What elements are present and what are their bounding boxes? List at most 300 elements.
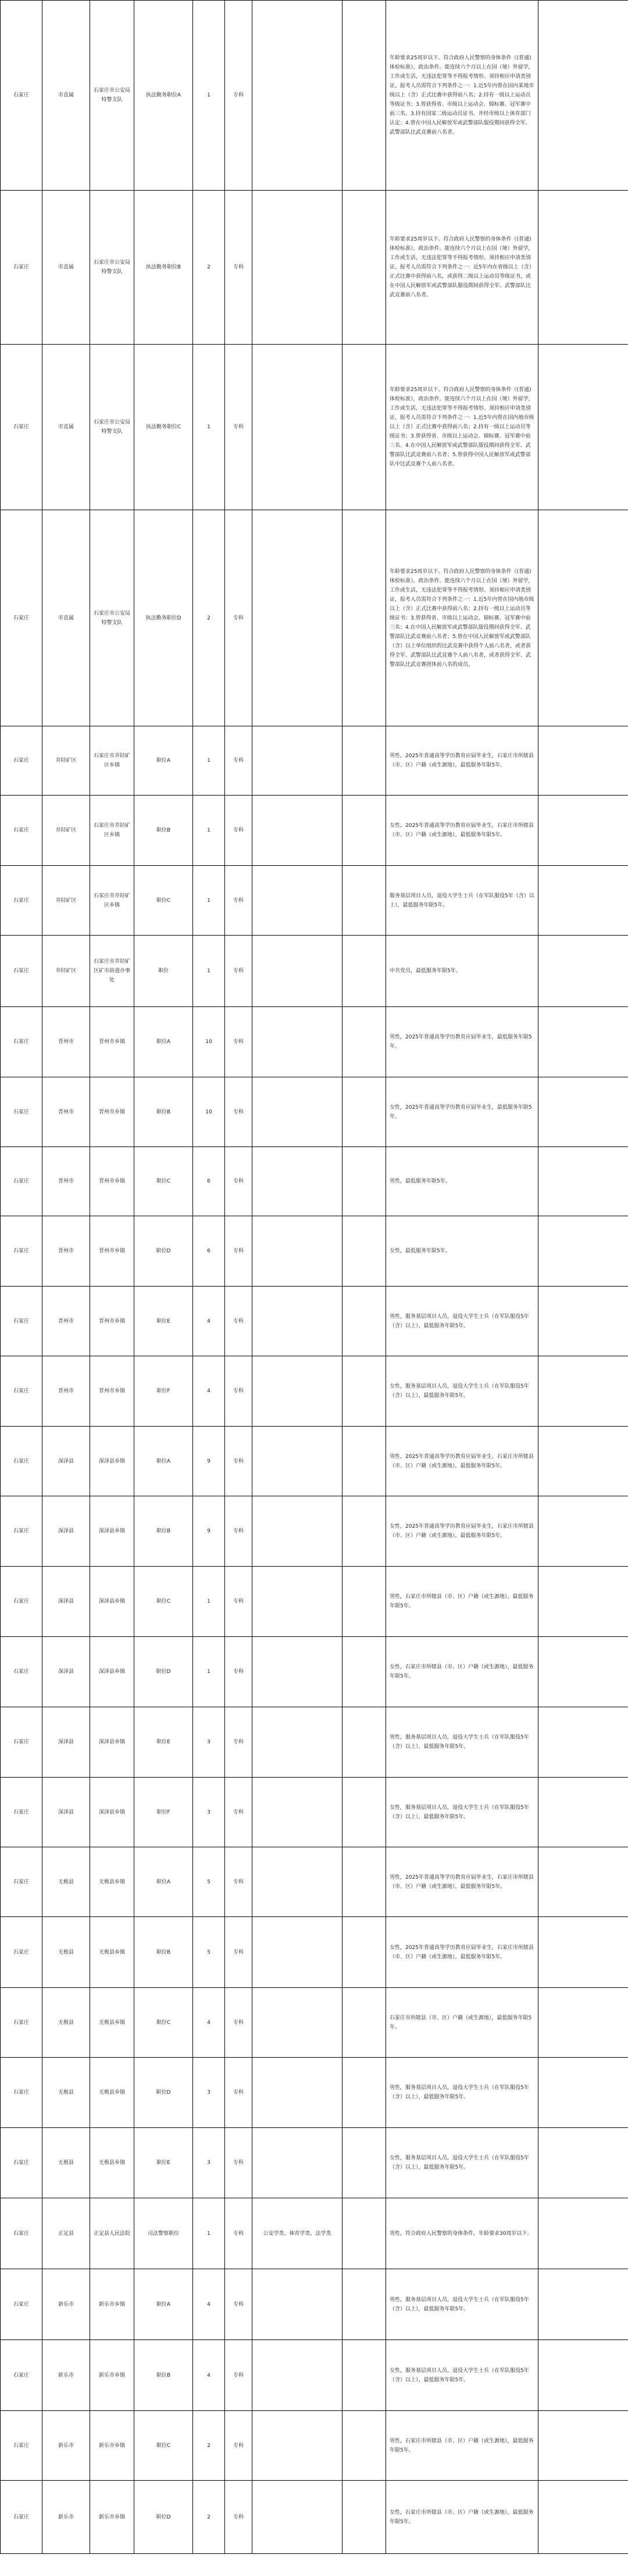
- table-row: [1, 2481, 628, 2554]
- cell-city: 石家庄: [1, 1007, 42, 1077]
- cell-city: 石家庄: [1, 1, 42, 191]
- cell-note: [342, 2481, 386, 2554]
- cell-position: 职位A: [134, 1847, 193, 1917]
- cell-req: 男性，石家庄市所辖县（市、区）户籍（或生源地），最低服务年限5年。: [386, 2411, 538, 2481]
- cell-edu: 专科: [225, 1567, 252, 1637]
- cell-req: 女性，2025年普通高等学历教育应届毕业生，最低服务年限5年。: [386, 1077, 538, 1147]
- cell-count: 1: [193, 1, 225, 191]
- cell-major: [252, 1707, 342, 1778]
- cell-position: 职位D: [134, 2058, 193, 2128]
- cell-district: 新乐市: [42, 2340, 90, 2411]
- table-row: [1, 1427, 628, 1496]
- cell-count: 1: [193, 1567, 225, 1637]
- cell-edu: 专科: [225, 1917, 252, 1988]
- cell-extra: [538, 2481, 628, 2554]
- cell-extra: [538, 2128, 628, 2198]
- cell-major: [252, 2340, 342, 2411]
- cell-city: 石家庄: [1, 1427, 42, 1496]
- cell-district: 新乐市: [42, 2269, 90, 2340]
- cell-major: [252, 1216, 342, 1287]
- cell-extra: [538, 2058, 628, 2128]
- table-row: [1, 1707, 628, 1778]
- cell-unit: 石家庄市公安局特警支队: [90, 345, 134, 510]
- cell-city: 石家庄: [1, 1567, 42, 1637]
- cell-req: 男性，服务基层项目人员，退役大学生士兵（在军队服役5年（含）以上），最低服务年限5年。: [386, 1287, 538, 1356]
- cell-note: [342, 1637, 386, 1707]
- cell-major: [252, 1778, 342, 1847]
- cell-position: 执法勤务职位D: [134, 510, 193, 726]
- cell-count: 10: [193, 1077, 225, 1147]
- table-row: [1, 2269, 628, 2340]
- cell-note: [342, 726, 386, 796]
- cell-edu: 专科: [225, 1287, 252, 1356]
- cell-major: [252, 2481, 342, 2554]
- cell-city: 石家庄: [1, 2481, 42, 2554]
- cell-note: [342, 796, 386, 866]
- cell-unit: 深泽县乡镇: [90, 1778, 134, 1847]
- cell-count: 3: [193, 2058, 225, 2128]
- cell-edu: 专科: [225, 1707, 252, 1778]
- cell-extra: [538, 1496, 628, 1567]
- cell-req: 男性，服务基层项目人员，退役大学生士兵（在军队服役5年（含）以上），最低服务年限5年。: [386, 2058, 538, 2128]
- cell-req: 服务基层项目人员，退役大学生士兵（在军队服役5年（含）以上），最低服务年限5年。: [386, 866, 538, 936]
- cell-unit: 无极县乡镇: [90, 1917, 134, 1988]
- cell-extra: [538, 2269, 628, 2340]
- cell-extra: [538, 510, 628, 726]
- cell-unit: 晋州市乡镇: [90, 1007, 134, 1077]
- cell-major: [252, 1496, 342, 1567]
- cell-unit: 深泽县乡镇: [90, 1427, 134, 1496]
- cell-note: [342, 2340, 386, 2411]
- cell-major: [252, 1637, 342, 1707]
- cell-district: 深泽县: [42, 1778, 90, 1847]
- cell-position: 职位D: [134, 2481, 193, 2554]
- cell-count: 2: [193, 2481, 225, 2554]
- cell-edu: 专科: [225, 1988, 252, 2058]
- cell-req: 男性，石家庄市所辖县（市、区）户籍（或生源地），最低服务年限5年。: [386, 1567, 538, 1637]
- cell-position: 执法勤务职位A: [134, 1, 193, 191]
- cell-unit: 无极县乡镇: [90, 2128, 134, 2198]
- cell-city: 石家庄: [1, 510, 42, 726]
- cell-extra: [538, 1988, 628, 2058]
- cell-major: 公安学类、体育学类、法学类: [252, 2198, 342, 2269]
- cell-extra: [538, 1356, 628, 1427]
- cell-edu: 专科: [225, 936, 252, 1007]
- cell-extra: [538, 345, 628, 510]
- cell-position: 职位A: [134, 2269, 193, 2340]
- cell-major: [252, 1287, 342, 1356]
- cell-major: [252, 1567, 342, 1637]
- table-row: [1, 510, 628, 726]
- cell-major: [252, 1147, 342, 1216]
- cell-edu: 专科: [225, 796, 252, 866]
- cell-unit: 深泽县乡镇: [90, 1567, 134, 1637]
- cell-city: 石家庄: [1, 1356, 42, 1427]
- cell-count: 1: [193, 866, 225, 936]
- cell-note: [342, 1496, 386, 1567]
- cell-note: [342, 191, 386, 345]
- cell-city: 石家庄: [1, 1988, 42, 2058]
- cell-unit: 正定县人民法院: [90, 2198, 134, 2269]
- cell-position: 执法勤务职位B: [134, 191, 193, 345]
- cell-edu: 专科: [225, 191, 252, 345]
- table-row: [1, 1077, 628, 1147]
- cell-extra: [538, 1567, 628, 1637]
- cell-unit: 晋州市乡镇: [90, 1287, 134, 1356]
- cell-district: 市直属: [42, 1, 90, 191]
- cell-count: 3: [193, 2128, 225, 2198]
- cell-district: 晋州市: [42, 1216, 90, 1287]
- cell-district: 正定县: [42, 2198, 90, 2269]
- cell-unit: 新乐市乡镇: [90, 2340, 134, 2411]
- cell-major: [252, 1847, 342, 1917]
- cell-edu: 专科: [225, 1637, 252, 1707]
- cell-note: [342, 1007, 386, 1077]
- cell-extra: [538, 1778, 628, 1847]
- cell-city: 石家庄: [1, 1917, 42, 1988]
- cell-req: 女性，服务基层项目人员，退役大学生士兵（在军队服役5年（含）以上），最低服务年限5年。: [386, 1778, 538, 1847]
- table-row: [1, 2128, 628, 2198]
- cell-extra: [538, 1, 628, 191]
- cell-city: 石家庄: [1, 1778, 42, 1847]
- cell-count: 6: [193, 1147, 225, 1216]
- table-row: [1, 2198, 628, 2269]
- cell-note: [342, 2269, 386, 2340]
- cell-district: 无极县: [42, 2128, 90, 2198]
- table-row: [1, 796, 628, 866]
- cell-city: 石家庄: [1, 866, 42, 936]
- cell-major: [252, 2128, 342, 2198]
- cell-position: 职位: [134, 936, 193, 1007]
- cell-req: 女性，石家庄市所辖县（市、区）户籍（或生源地），最低服务年限5年。: [386, 1637, 538, 1707]
- cell-req: 女性，最低服务年限5年。: [386, 1216, 538, 1287]
- cell-req: 男性，2025年普通高等学历教育应届毕业生，石家庄市所辖县（市、区）户籍（或生源地），最低服务年限5年。: [386, 726, 538, 796]
- cell-extra: [538, 191, 628, 345]
- cell-district: 深泽县: [42, 1427, 90, 1496]
- cell-note: [342, 866, 386, 936]
- cell-major: [252, 726, 342, 796]
- table-row: [1, 2411, 628, 2481]
- cell-req: 男性，最低服务年限5年。: [386, 1147, 538, 1216]
- cell-edu: 专科: [225, 1778, 252, 1847]
- cell-major: [252, 191, 342, 345]
- cell-position: 职位E: [134, 1707, 193, 1778]
- cell-extra: [538, 1287, 628, 1356]
- cell-count: 4: [193, 1287, 225, 1356]
- cell-note: [342, 936, 386, 1007]
- cell-unit: 新乐市乡镇: [90, 2411, 134, 2481]
- cell-note: [342, 2058, 386, 2128]
- cell-note: [342, 510, 386, 726]
- cell-position: 职位D: [134, 1216, 193, 1287]
- cell-major: [252, 2269, 342, 2340]
- table-row: [1, 2058, 628, 2128]
- cell-extra: [538, 1147, 628, 1216]
- cell-req: 年龄要求25周岁以下。符合政府人民警察的身体条件《(普通)体检标准》，政治条件。能连续六个月以上在国（境）外留学，工作或生活，无违法犯罪等不得报考情形。须持相应申请类别证，报考人员需符合下列条件之一：1.近5年内曾在国内某地市级以上（含）正式比赛中获得前八名；2.持有一级以上运动员等级证书；3.曾获得省、市级以上运动会、锦标赛、冠军赛中前三名。3.持有国家二级运动员证书，并经市级以上体育部门认定；4.曾在中国人民解放军或武警部队服役期间获得全军、武警部队比武竞赛前八名者。: [386, 1, 538, 191]
- cell-city: 石家庄: [1, 1496, 42, 1567]
- cell-unit: 新乐市乡镇: [90, 2481, 134, 2554]
- cell-district: 晋州市: [42, 1007, 90, 1077]
- cell-unit: 石家庄市公安局特警支队: [90, 191, 134, 345]
- cell-edu: 专科: [225, 2269, 252, 2340]
- cell-city: 石家庄: [1, 1287, 42, 1356]
- cell-count: 1: [193, 1637, 225, 1707]
- cell-note: [342, 1847, 386, 1917]
- cell-district: 晋州市: [42, 1077, 90, 1147]
- cell-position: 职位E: [134, 2128, 193, 2198]
- cell-major: [252, 1917, 342, 1988]
- cell-district: 晋州市: [42, 1287, 90, 1356]
- cell-extra: [538, 1077, 628, 1147]
- cell-city: 石家庄: [1, 726, 42, 796]
- cell-district: 井陉矿区: [42, 796, 90, 866]
- cell-edu: 专科: [225, 1496, 252, 1567]
- cell-edu: 专科: [225, 1216, 252, 1287]
- cell-edu: 专科: [225, 2411, 252, 2481]
- cell-note: [342, 2128, 386, 2198]
- cell-note: [342, 1988, 386, 2058]
- cell-unit: 石家庄市井陉矿区矿市街道办事处: [90, 936, 134, 1007]
- cell-unit: 深泽县乡镇: [90, 1707, 134, 1778]
- cell-district: 深泽县: [42, 1637, 90, 1707]
- table-row: [1, 1007, 628, 1077]
- cell-unit: 晋州市乡镇: [90, 1216, 134, 1287]
- cell-edu: 专科: [225, 2340, 252, 2411]
- cell-req: 女性，2025年普通高等学历教育应届毕业生，石家庄市所辖县（市、区）户籍（或生源地），最低服务年限5年。: [386, 796, 538, 866]
- cell-major: [252, 1427, 342, 1496]
- cell-city: 石家庄: [1, 796, 42, 866]
- cell-major: [252, 1077, 342, 1147]
- cell-major: [252, 1, 342, 191]
- cell-extra: [538, 1917, 628, 1988]
- cell-edu: 专科: [225, 1007, 252, 1077]
- cell-edu: 专科: [225, 1147, 252, 1216]
- table-row: [1, 1, 628, 191]
- table-row: [1, 1847, 628, 1917]
- cell-count: 9: [193, 1496, 225, 1567]
- cell-count: 5: [193, 1917, 225, 1988]
- cell-req: 石家庄市所辖县（市、区）户籍（或生源地），最低服务年限5年。: [386, 1988, 538, 2058]
- cell-extra: [538, 1216, 628, 1287]
- cell-note: [342, 1287, 386, 1356]
- cell-count: 1: [193, 936, 225, 1007]
- cell-city: 石家庄: [1, 2340, 42, 2411]
- cell-district: 市直属: [42, 345, 90, 510]
- cell-edu: 专科: [225, 2058, 252, 2128]
- cell-major: [252, 936, 342, 1007]
- cell-city: 石家庄: [1, 1147, 42, 1216]
- cell-position: 职位E: [134, 1287, 193, 1356]
- cell-district: 井陉矿区: [42, 936, 90, 1007]
- cell-district: 无极县: [42, 1847, 90, 1917]
- cell-major: [252, 1988, 342, 2058]
- cell-extra: [538, 866, 628, 936]
- cell-district: 深泽县: [42, 1496, 90, 1567]
- cell-edu: 专科: [225, 1847, 252, 1917]
- cell-major: [252, 1007, 342, 1077]
- cell-count: 10: [193, 1007, 225, 1077]
- cell-district: 市直属: [42, 191, 90, 345]
- cell-req: 男性，服务基层项目人员，退役大学生士兵（在军队服役5年（含）以上），最低服务年限5年。: [386, 2269, 538, 2340]
- cell-district: 市直属: [42, 510, 90, 726]
- cell-extra: [538, 1707, 628, 1778]
- cell-extra: [538, 2198, 628, 2269]
- cell-edu: 专科: [225, 1427, 252, 1496]
- cell-major: [252, 796, 342, 866]
- cell-edu: 专科: [225, 345, 252, 510]
- cell-req: 女性，2025年普通高等学历教育应届毕业生，石家庄市所辖县（市、区）户籍（或生源地），最低服务年限5年。: [386, 1496, 538, 1567]
- cell-edu: 专科: [225, 1077, 252, 1147]
- cell-district: 无极县: [42, 1988, 90, 2058]
- cell-extra: [538, 2340, 628, 2411]
- cell-position: 职位C: [134, 2411, 193, 2481]
- cell-note: [342, 1216, 386, 1287]
- cell-count: 9: [193, 1427, 225, 1496]
- table-row: [1, 1567, 628, 1637]
- cell-unit: 晋州市乡镇: [90, 1356, 134, 1427]
- cell-note: [342, 1, 386, 191]
- table-row: [1, 726, 628, 796]
- cell-note: [342, 1356, 386, 1427]
- cell-city: 石家庄: [1, 2128, 42, 2198]
- cell-city: 石家庄: [1, 1077, 42, 1147]
- cell-position: 职位C: [134, 1567, 193, 1637]
- cell-unit: 新乐市乡镇: [90, 2269, 134, 2340]
- cell-edu: 专科: [225, 2198, 252, 2269]
- cell-position: 职位F: [134, 1778, 193, 1847]
- cell-unit: 晋州市乡镇: [90, 1077, 134, 1147]
- cell-unit: 晋州市乡镇: [90, 1147, 134, 1216]
- cell-position: 职位F: [134, 1356, 193, 1427]
- cell-position: 职位B: [134, 1496, 193, 1567]
- cell-count: 2: [193, 2411, 225, 2481]
- cell-req: 女性，服务基层项目人员，退役大学生士兵（在军队服役5年（含）以上），最低服务年限5年。: [386, 1356, 538, 1427]
- cell-req: 男性，服务基层项目人员，退役大学生士兵（在军队服役5年（含）以上），最低服务年限5年。: [386, 1707, 538, 1778]
- cell-extra: [538, 726, 628, 796]
- table-row: [1, 345, 628, 510]
- cell-district: 无极县: [42, 1917, 90, 1988]
- table-row: [1, 866, 628, 936]
- cell-unit: 无极县乡镇: [90, 1988, 134, 2058]
- cell-district: 新乐市: [42, 2411, 90, 2481]
- cell-position: 职位A: [134, 1427, 193, 1496]
- cell-unit: 石家庄市井陉矿区乡镇: [90, 726, 134, 796]
- table-row: [1, 1356, 628, 1427]
- cell-req: 男性，2025年普通高等学历教育应届毕业生，石家庄市所辖县（市、区）户籍（或生源地），最低服务年限5年。: [386, 1847, 538, 1917]
- cell-req: 年龄要求25周岁以下。符合政府人民警察的身体条件《(普通)体检标准》，政治条件。能连续六个月以上在国（境）外留学，工作或生活，无违法犯罪等不得报考情形。须持相应申请类别证，报考人员需符合下列条件之一：1.近5年内曾在国内地市级以上（含）正式比赛中获得前八名；2.持有一级以上运动员等级证书；3.曾获得省、市级以上运动会、锦标赛、冠军赛中前三名；4.在中国人民解放军或武警部队服役期间获得全军、武警部队比武竞赛前八名者；5.曾在中国人民解放军或武警部队（含）以上单位组织的比武竞赛中获得个人前八名者，或者获得全军、武警部队比武竞赛个人前八名者，或者获得全军、武警部队比武竞赛团体前八名的成员。: [386, 510, 538, 726]
- cell-note: [342, 1917, 386, 1988]
- cell-city: 石家庄: [1, 2198, 42, 2269]
- cell-position: 职位A: [134, 726, 193, 796]
- cell-edu: 专科: [225, 726, 252, 796]
- cell-city: 石家庄: [1, 936, 42, 1007]
- table-row: [1, 1216, 628, 1287]
- cell-district: 深泽县: [42, 1567, 90, 1637]
- table-row: [1, 1287, 628, 1356]
- cell-req: 年龄要求25周岁以下。符合政府人民警察的身体条件《(普通)体检标准》，政治条件。能连续六个月以上在国（境）外留学，工作或生活，无违法犯罪等不得报考情形。须持相应申请类别证，报考人员需符合下列条件之一：1.近5年内曾在国内地市级以上（含）正式比赛中获得前八名；2.持有一级以上运动员等级证书；3.曾获得省、市级以上运动会、锦标赛、冠军赛中前三名。4.在中国人民解放军或武警部队服役期间获得全军、武警部队比武竞赛前八名者；5.曾获得中国人民解放军或武警部队中比武竞赛个人前八名者。: [386, 345, 538, 510]
- cell-req: 男性，2025年普通高等学历教育应届毕业生，石家庄市所辖县（市、区）户籍（或生源地），最低服务年限5年。: [386, 1427, 538, 1496]
- cell-district: 新乐市: [42, 2481, 90, 2554]
- cell-city: 石家庄: [1, 1847, 42, 1917]
- cell-position: 职位C: [134, 1988, 193, 2058]
- cell-position: 职位A: [134, 1007, 193, 1077]
- cell-position: 职位B: [134, 796, 193, 866]
- cell-position: 司法警察职位: [134, 2198, 193, 2269]
- cell-position: 职位C: [134, 866, 193, 936]
- cell-major: [252, 2411, 342, 2481]
- cell-req: 女性，石家庄市所辖县（市、区）户籍（或生源地），最低服务年限5年。: [386, 2481, 538, 2554]
- cell-unit: 深泽县乡镇: [90, 1496, 134, 1567]
- cell-unit: 深泽县乡镇: [90, 1637, 134, 1707]
- cell-unit: 无极县乡镇: [90, 1847, 134, 1917]
- cell-count: 4: [193, 2269, 225, 2340]
- cell-count: 2: [193, 191, 225, 345]
- cell-city: 石家庄: [1, 345, 42, 510]
- cell-note: [342, 1778, 386, 1847]
- cell-edu: 专科: [225, 1356, 252, 1427]
- cell-major: [252, 345, 342, 510]
- table-row: [1, 191, 628, 345]
- cell-note: [342, 2198, 386, 2269]
- cell-extra: [538, 2411, 628, 2481]
- cell-major: [252, 510, 342, 726]
- cell-unit: 石家庄市公安局特警支队: [90, 510, 134, 726]
- cell-major: [252, 1356, 342, 1427]
- table-row: [1, 1637, 628, 1707]
- cell-edu: 专科: [225, 1, 252, 191]
- cell-note: [342, 1427, 386, 1496]
- cell-edu: 专科: [225, 2481, 252, 2554]
- cell-req: 年龄要求25周岁以下。符合政府人民警察的身体条件《(普通)体检标准》，政治条件。能连续六个月以上在国（境）外留学，工作或生活，无违法犯罪等不得报考情形。须持相应申请类别证，报考人员需符合下列条件之一：近5年内在省级以上（含）正式比赛中获得前八名，或获得二级以上运动员等级证书，或在中国人民解放军或武警部队服役期间获得全军、武警部队比武竞赛前八名者。: [386, 191, 538, 345]
- cell-req: 男性，2025年普通高等学历教育应届毕业生，最低服务年限5年。: [386, 1007, 538, 1077]
- cell-district: 井陉矿区: [42, 726, 90, 796]
- cell-unit: 石家庄市井陉矿区乡镇: [90, 796, 134, 866]
- cell-position: 职位B: [134, 2340, 193, 2411]
- cell-position: 职位C: [134, 1147, 193, 1216]
- cell-extra: [538, 1007, 628, 1077]
- cell-count: 3: [193, 1707, 225, 1778]
- cell-count: 3: [193, 1778, 225, 1847]
- cell-note: [342, 1077, 386, 1147]
- cell-count: 6: [193, 1216, 225, 1287]
- cell-city: 石家庄: [1, 2411, 42, 2481]
- cell-unit: 无极县乡镇: [90, 2058, 134, 2128]
- table-row: [1, 1147, 628, 1216]
- cell-district: 晋州市: [42, 1356, 90, 1427]
- cell-count: 1: [193, 2198, 225, 2269]
- cell-unit: 石家庄市井陉矿区乡镇: [90, 866, 134, 936]
- cell-city: 石家庄: [1, 191, 42, 345]
- table-row: [1, 1917, 628, 1988]
- table-row: [1, 936, 628, 1007]
- cell-position: 职位B: [134, 1077, 193, 1147]
- table-row: [1, 1778, 628, 1847]
- cell-count: 1: [193, 345, 225, 510]
- cell-note: [342, 2411, 386, 2481]
- cell-req: 女性，2025年普通高等学历教育应届毕业生，石家庄市所辖县（市、区）户籍（或生源地），最低服务年限5年。: [386, 1917, 538, 1988]
- cell-req: 女性，服务基层项目人员，退役大学生士兵（在军队服役5年（含）以上），最低服务年限5年。: [386, 2340, 538, 2411]
- cell-extra: [538, 1637, 628, 1707]
- cell-count: 4: [193, 1988, 225, 2058]
- cell-count: 1: [193, 726, 225, 796]
- table-row: [1, 1988, 628, 2058]
- cell-city: 石家庄: [1, 1707, 42, 1778]
- cell-major: [252, 2058, 342, 2128]
- table-body: [1, 1, 628, 2554]
- cell-city: 石家庄: [1, 2269, 42, 2340]
- table-row: [1, 1496, 628, 1567]
- cell-district: 晋州市: [42, 1147, 90, 1216]
